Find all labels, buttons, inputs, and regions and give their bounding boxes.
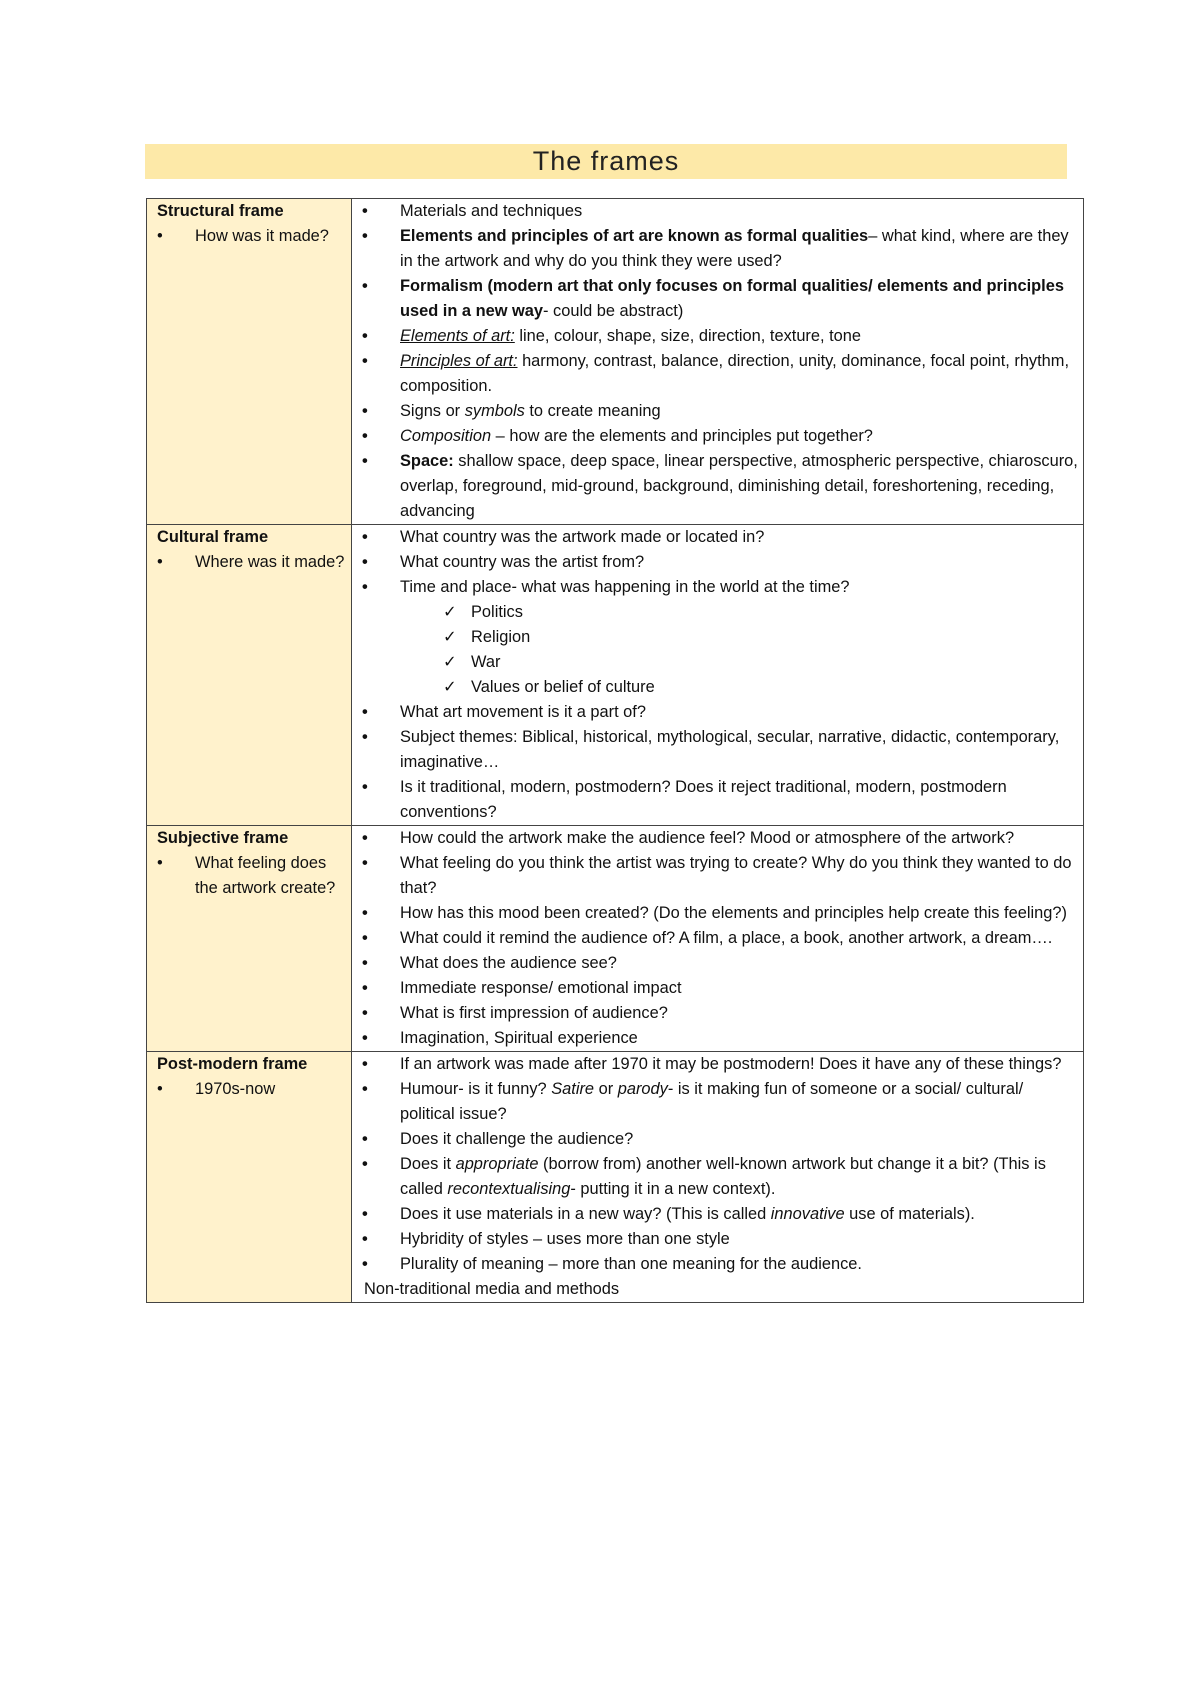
structural-frame-cell xyxy=(147,199,352,525)
list-item: • Hybridity of styles – uses more than one style xyxy=(352,1227,1079,1252)
postmodern-frame-title: Post-modern frame xyxy=(157,1055,308,1073)
list-item: • Signs or symbols to create meaning xyxy=(352,399,1079,424)
list-item: • What country was the artist from? xyxy=(352,550,1079,575)
list-item: • Principles of art: harmony, contrast, balance, direction, unity, dominance, focal point, rhythm, composition. xyxy=(352,349,1079,399)
table-row-postmodern xyxy=(147,1052,1084,1303)
subjective-frame-question: • What feeling does the artwork create? xyxy=(157,851,345,901)
list-item: • Elements and principles of art are known as formal qualities– what kind, where are they in the artwork and why do you think they were used? xyxy=(352,224,1079,274)
structural-frame-details xyxy=(352,199,1084,525)
subjective-frame-cell xyxy=(147,826,352,1052)
list-item: • Subject themes: Biblical, historical, mythological, secular, narrative, didactic, contemporary, imaginative… xyxy=(352,725,1079,775)
list-item: • If an artwork was made after 1970 it may be postmodern! Does it have any of these things? xyxy=(352,1052,1079,1077)
list-item: • Composition – how are the elements and principles put together? xyxy=(352,424,1079,449)
list-item: • Is it traditional, modern, postmodern? Does it reject traditional, modern, postmodern conventions? xyxy=(352,775,1079,825)
list-item: • Immediate response/ emotional impact xyxy=(352,976,1079,1001)
check-item: ✓ Politics xyxy=(352,600,1079,625)
cultural-frame-cell xyxy=(147,525,352,826)
list-item: • Materials and techniques xyxy=(352,199,1079,224)
list-item: • Does it challenge the audience? xyxy=(352,1127,1079,1152)
postmodern-frame-details xyxy=(352,1052,1084,1303)
cultural-frame-question: • Where was it made? xyxy=(157,550,345,575)
list-item: • What art movement is it a part of? xyxy=(352,700,1079,725)
plain-note: Non-traditional media and methods xyxy=(364,1280,620,1298)
list-item: • Plurality of meaning – more than one meaning for the audience. xyxy=(352,1252,1079,1277)
page-title: The frames xyxy=(145,144,1067,179)
list-item: • Does it use materials in a new way? (This is called innovative use of materials). xyxy=(352,1202,1079,1227)
subjective-frame-title: Subjective frame xyxy=(157,829,289,847)
postmodern-frame-question: • 1970s-now xyxy=(157,1077,345,1102)
list-item: • What does the audience see? xyxy=(352,951,1079,976)
postmodern-frame-cell xyxy=(147,1052,352,1303)
list-item: • What is first impression of audience? xyxy=(352,1001,1079,1026)
table-row-structural xyxy=(147,199,1084,525)
table-row-cultural xyxy=(147,525,1084,826)
check-item: ✓ Values or belief of culture xyxy=(352,675,1079,700)
list-item: • What feeling do you think the artist was trying to create? Why do you think they wanted to do that? xyxy=(352,851,1079,901)
list-item: • How has this mood been created? (Do the elements and principles help create this feeling?) xyxy=(352,901,1079,926)
cultural-frame-title: Cultural frame xyxy=(157,528,269,546)
list-item: • Does it appropriate (borrow from) another well-known artwork but change it a bit? (This is called recontextualising- putting it in a new context). xyxy=(352,1152,1079,1202)
list-item: • Time and place- what was happening in the world at the time? xyxy=(352,575,1079,600)
list-item: • Humour- is it funny? Satire or parody- is it making fun of someone or a social/ cultural/ political issue? xyxy=(352,1077,1079,1127)
cultural-frame-details xyxy=(352,525,1084,826)
check-item: ✓ Religion xyxy=(352,625,1079,650)
list-item: • Formalism (modern art that only focuses on formal qualities/ elements and principles used in a new way- could be abstract) xyxy=(352,274,1079,324)
list-item: • What country was the artwork made or located in? xyxy=(352,525,1079,550)
structural-frame-question: • How was it made? xyxy=(157,224,345,249)
frames-table xyxy=(146,198,1084,1303)
structural-frame-title: Structural frame xyxy=(157,202,284,220)
list-item: • Imagination, Spiritual experience xyxy=(352,1026,1079,1051)
list-item: • Elements of art: line, colour, shape, size, direction, texture, tone xyxy=(352,324,1079,349)
check-item: ✓ War xyxy=(352,650,1079,675)
list-item: • How could the artwork make the audience feel? Mood or atmosphere of the artwork? xyxy=(352,826,1079,851)
table-row-subjective xyxy=(147,826,1084,1052)
list-item: • What could it remind the audience of? A film, a place, a book, another artwork, a dream…. xyxy=(352,926,1079,951)
subjective-frame-details xyxy=(352,826,1084,1052)
list-item: • Space: shallow space, deep space, linear perspective, atmospheric perspective, chiaroscuro, overlap, foreground, mid-ground, background, diminishing detail, foreshortening, receding, advancing xyxy=(352,449,1079,524)
